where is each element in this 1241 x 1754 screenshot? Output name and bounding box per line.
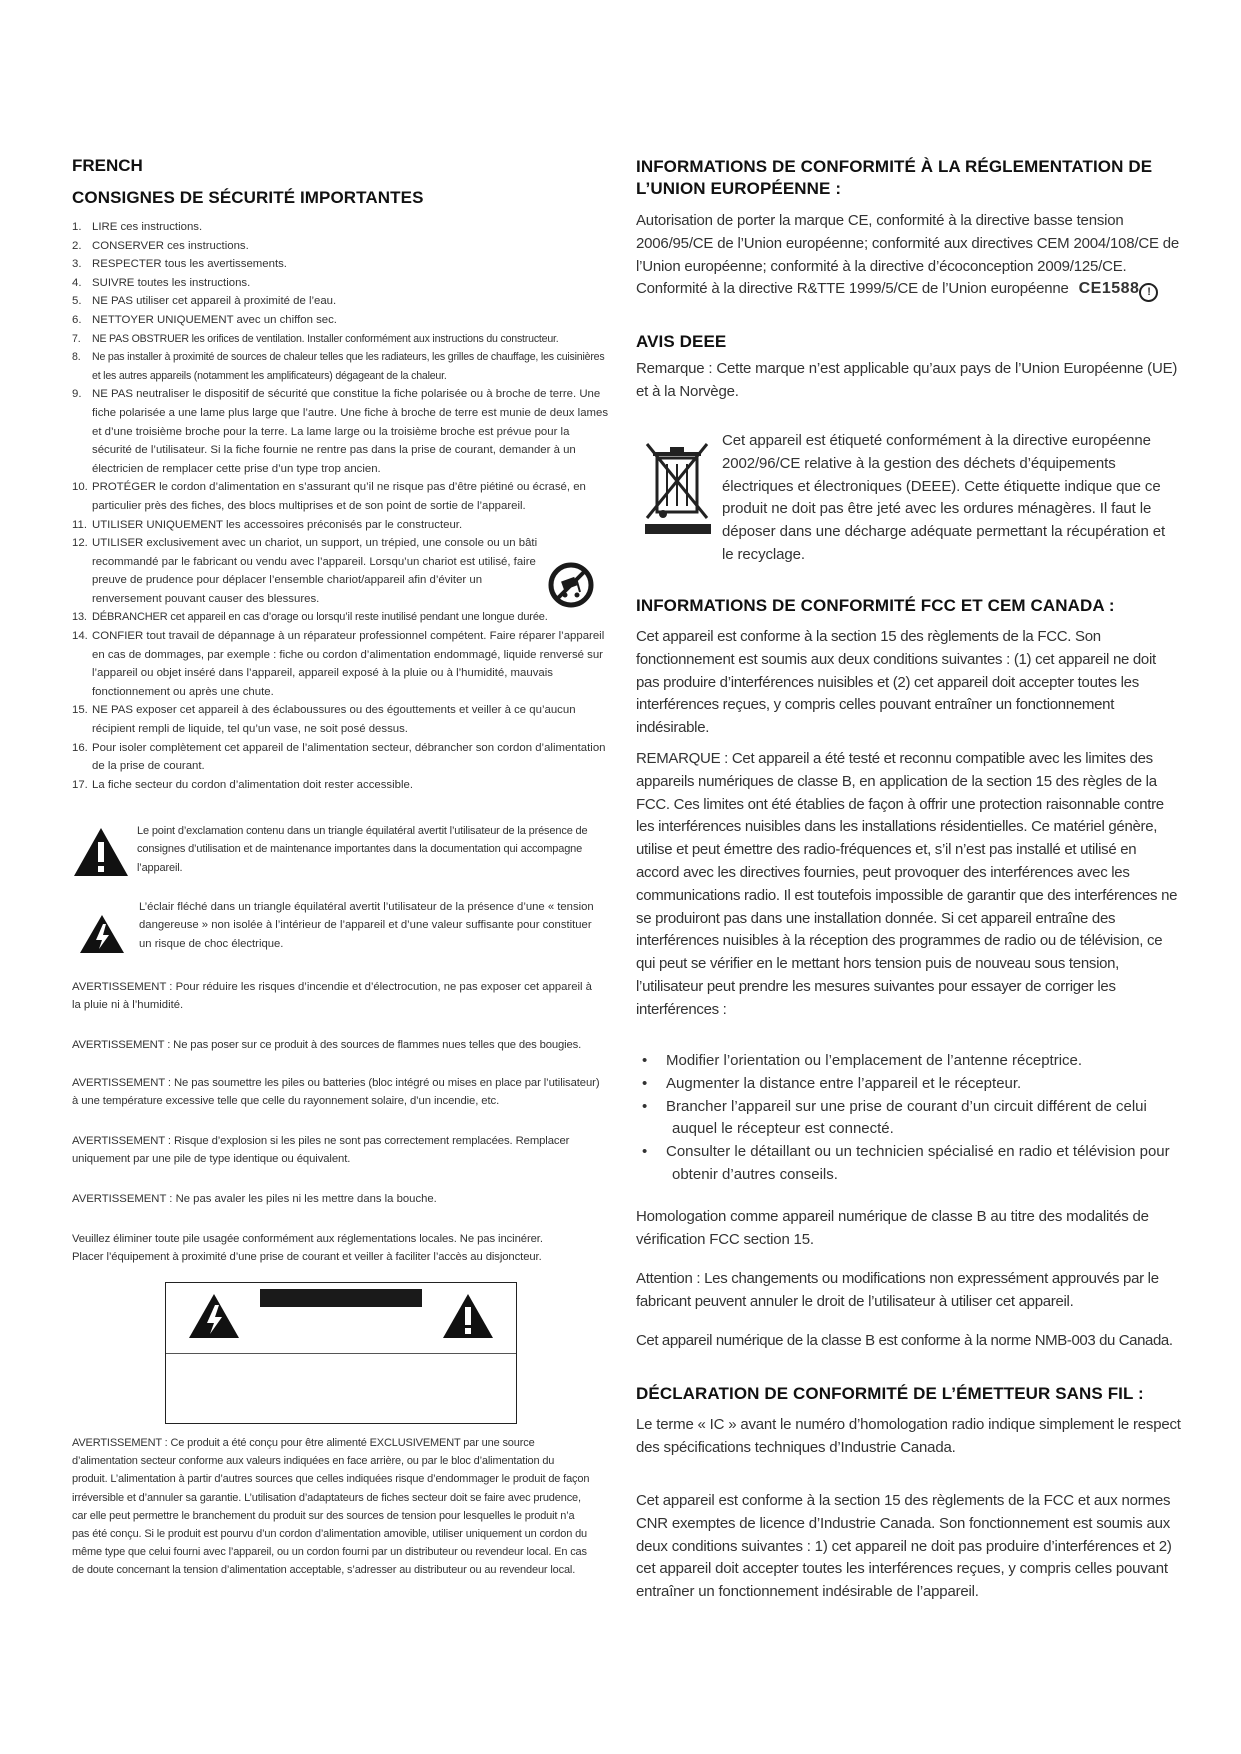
alert-circle-icon: ! <box>1139 283 1158 302</box>
list-item: 15. NE PAS exposer cet appareil à des éclaboussures ou des égouttements et veiller à ce qu’aucun récipient rempli de liquide, tel qu’un vase, ne soit posé dessus. <box>72 704 576 736</box>
list-item: 3. RESPECTER tous les avertissements. <box>72 258 287 271</box>
warning-2: AVERTISSEMENT : Ne pas poser sur ce produit à des sources de flammes nues telles que des bougies. <box>72 1039 582 1051</box>
battery-disposal-note: Veuillez éliminer toute pile usagée conformément aux réglementations locales. Ne pas incinérer. Placer l’équipement à proximité d’une prise de courant et veiller à faciliter l’accès au disjoncteur. <box>72 1233 543 1264</box>
list-item: 17. La fiche secteur du cordon d’alimentation doit rester accessible. <box>72 778 414 791</box>
list-item: 5. NE PAS utiliser cet appareil à proximité de l’eau. <box>72 295 337 308</box>
list-item: 14. CONFIER tout travail de dépannage à un réparateur professionnel compétent. Faire réparer l’appareil en cas de dommages, par exemple : fiche ou cordon d’alimentation endommagé, liquide renversé sur l’appareil ou objet inséré dans l’appareil, appareil exposé à la pluie ou à l’humidité, mauvais fonctionnement ou après une chute. <box>72 630 605 698</box>
warning-4: AVERTISSEMENT : Risque d’explosion si les piles ne sont pas correctement remplacées. Remplacer uniquement par une pile de type identique ou équivalent. <box>72 1135 570 1166</box>
warning-5: AVERTISSEMENT : Ne pas avaler les piles ni les mettre dans la bouche. <box>72 1193 437 1205</box>
fcc-paragraph-5: Cet appareil numérique de la classe B est conforme à la norme NMB-003 du Canada. <box>636 1332 1173 1349</box>
list-item: 8. Ne pas installer à proximité de sources de chaleur telles que les radiateurs, les grilles de chauffage, les cuisinières et les autres appareils (notamment les amplificateurs) dégageant de la chaleur. <box>72 351 605 382</box>
lightning-triangle-icon <box>188 1293 240 1339</box>
fcc-paragraph-2: REMARQUE : Cet appareil a été testé et reconnu compatible avec les limites des appareils numériques de classe B, en application de la section 15 des règles de la FCC. Ces limites ont été établies de façon à offrir une protection raisonnable contre les interférences nuisibles dans les installations résidentielles. Ce matériel génère, utilise et peut émettre des radio-fréquences et, s’il n’est pas installé et utilisé en accord avec les directives fournies, peut provoquer des interférences avec les communications radio. Il est toutefois impossible de garantir que des interférences ne se produiront pas dans une installation donnée. Si cet appareil entraîne des interférences nuisibles à la réception des programmes de radio ou de télévision, ce qui peut se vérifier en le mettant hors tension puis de nouveau sous tension, l’utilisateur peut prendre les mesures suivantes pour essayer de corriger les interférences : <box>636 750 1178 1018</box>
list-item: 4. SUIVRE toutes les instructions. <box>72 276 251 289</box>
list-item: 9. NE PAS neutraliser le dispositif de sécurité que constitue la fiche polarisée ou à broche de terre. Une fiche polarisée a une lame plus large que l’autre. Une fiche à broche de terre est munie de deux lames et d’une troisième broche pour la terre. La lame large ou la troisième broche est prévue pour la sécurité de l’utilisateur. Si la fiche fournie ne rentre pas dans la prise de courant, demander à un électricien de remplacer cette prise d’un type trop ancien. <box>72 388 609 475</box>
cart-warning-icon <box>548 562 594 608</box>
list-item: • Brancher l’appareil sur une prise de courant d’un circuit différent de celui auquel le récepteur est connecté. <box>642 1097 1147 1138</box>
fcc-title: INFORMATIONS DE CONFORMITÉ FCC ET CEM CANADA : <box>636 596 1115 615</box>
list-item: 1. LIRE ces instructions. <box>72 221 203 233</box>
weee-body: Cet appareil est étiqueté conformément à la directive européenne 2002/96/CE relative à la gestion des déchets d’équipements électriques et électroniques (DEEE). Cette étiquette indique que ce produit ne doit pas être jeté avec les ordures ménagères. Il faut le déposer dans une décharge adéquate permettant la récupération et le recyclage. <box>722 432 1166 563</box>
attention-title <box>260 1289 422 1307</box>
fcc-paragraph-1: Cet appareil est conforme à la section 15 des règlements de la FCC. Son fonctionnement est soumis aux deux conditions suivantes : (1) cet appareil ne doit pas produire d’interférences nuisibles et (2) cet appareil doit accepter toutes les interférences reçues, y compris celles pouvant entraîner un fonctionnement indésirable. <box>636 628 1156 737</box>
fcc-paragraph-3: Homologation comme appareil numérique de classe B au titre des modalités de vérification FCC section 15. <box>636 1208 1149 1248</box>
lightning-note: L’éclair fléché dans un triangle équilatéral avertit l’utilisateur de la présence d’une « tension dangereuse » non isolée à l’intérieur de l’appareil et d’une valeur suffisante pour constituer un risque de choc électrique. <box>139 901 594 950</box>
crossed-bin-icon <box>643 440 713 536</box>
ce-mark-icon: CE1588 <box>1078 280 1140 298</box>
safety-list <box>72 218 612 794</box>
wireless-paragraph-1: Le terme « IC » avant le numéro d’homologation radio indique simplement le respect des spécifications techniques d’Industrie Canada. <box>636 1416 1181 1456</box>
fcc-bullet-list <box>636 1050 1181 1187</box>
warning-1: AVERTISSEMENT : Pour réduire les risques d’incendie et d’électrocution, ne pas exposer cet appareil à la pluie ni à l’humidité. <box>72 981 592 1012</box>
wireless-paragraph-2: Cet appareil est conforme à la section 15 des règlements de la FCC et aux normes CNR exemptes de licence d’Industrie Canada. Son fonctionnement est soumis aux deux conditions suivantes : 1) cet appareil ne doit pas produire d’interférences et 2) cet appareil doit accepter toutes les interférences reçues, y compris celles pouvant entraîner un fonctionnement indésirable de l’appareil. <box>636 1492 1172 1601</box>
list-item: 2. CONSERVER ces instructions. <box>72 239 249 252</box>
wireless-title: DÉCLARATION DE CONFORMITÉ DE L’ÉMETTEUR SANS FIL : <box>636 1384 1144 1403</box>
safety-title: CONSIGNES DE SÉCURITÉ IMPORTANTES <box>72 188 424 207</box>
weee-note: Remarque : Cette marque n’est applicable qu’aux pays de l’Union Européenne (UE) et à la Norvège. <box>636 360 1178 400</box>
list-item: • Modifier l’orientation ou l’emplacement de l’antenne réceptrice. <box>642 1052 1083 1069</box>
weee-title: AVIS DEEE <box>636 332 727 351</box>
fcc-paragraph-4: Attention : Les changements ou modifications non expressément approuvés par le fabricant peuvent annuler le droit de l’utilisateur à utiliser cet appareil. <box>636 1270 1159 1310</box>
warning-3: AVERTISSEMENT : Ne pas soumettre les piles ou batteries (bloc intégré ou mises en place par l’utilisateur) à une température excessive telle que celle du rayonnement solaire, d’un incendie, etc. <box>72 1077 600 1108</box>
list-item: 11. UTILISER UNIQUEMENT les accessoires préconisés par le constructeur. <box>72 518 463 531</box>
list-item: • Augmenter la distance entre l’appareil et le récepteur. <box>642 1074 1022 1092</box>
eu-body: Autorisation de porter la marque CE, conformité à la directive basse tension 2006/95/CE de l’Union européenne; conformité aux directives CEM 2004/108/CE de l’Union européenne; conformité à la directive d’écoconception 2009/125/CE. Conformité à la directive R&TTE 1999/5/CE de l’Union européenne CE1588 ! <box>636 210 1181 302</box>
power-supply-warning: AVERTISSEMENT : Ce produit a été conçu pour être alimenté EXCLUSIVEMENT par une source d’alimentation secteur conforme aux valeurs indiquées en face arrière, ou par le bloc d’alimentation du produit. L’alimentation à partir d’autres sources que celles indiquées risque d’endommager le produit de façon irréversible et d’annuler sa garantie. L’utilisation d’adaptateurs de fiches secteur doit se faire avec prudence, car elle peut permettre le branchement du produit sur des sources de tension pour lesquelles le produit n’a pas été conçu. Si le produit est pourvu d’un cordon d’alimentation amovible, utiliser uniquement un cordon du même type que celui fourni avec l’appareil, ou un cordon fourni par un distributeur ou revendeur local. En cas de doute concernant la tension d’alimentation acceptable, s’adresser au distributeur ou au revendeur local. <box>72 1437 590 1577</box>
eu-title: INFORMATIONS DE CONFORMITÉ À LA RÉGLEMENTATION DE L’UNION EUROPÉENNE : <box>636 157 1153 198</box>
list-item: 16. Pour isoler complètement cet appareil de l’alimentation secteur, débrancher son cordon d’alimentation de la prise de courant. <box>72 741 606 773</box>
list-item: • Consulter le détaillant ou un technicien spécialisé en radio et télévision pour obtenir d’autres conseils. <box>642 1143 1170 1183</box>
lightning-triangle-icon <box>79 914 125 954</box>
list-item: 10. PROTÉGER le cordon d’alimentation en s’assurant qu’il ne risque pas d’être piétiné ou écrasé, en particulier près des fiches, des blocs multiprises et de son point de sortie de l’appareil. <box>72 481 586 512</box>
language-heading: FRENCH <box>72 156 143 175</box>
list-item: 12. UTILISER exclusivement avec un chariot, un support, un trépied, une console ou un bâti recommandé par le fabricant ou vendu avec l’appareil. Lorsqu’un chariot est utilisé, faire preuve de prudence pour déplacer l’ensemble chariot/appareil afin d’éviter un renversement pouvant causer des blessures. <box>72 537 538 605</box>
exclamation-triangle-icon <box>442 1293 494 1339</box>
list-item: 13. DÉBRANCHER cet appareil en cas d’orage ou lorsqu’il reste inutilisé pendant une longue durée. <box>72 611 548 624</box>
list-item: 7. NE PAS OBSTRUER les orifices de ventilation. Installer conformément aux instructions du constructeur. <box>72 332 559 345</box>
attention-box <box>165 1282 517 1424</box>
exclamation-triangle-icon <box>72 826 130 878</box>
exclamation-note: Le point d’exclamation contenu dans un triangle équilatéral avertit l’utilisateur de la présence de consignes d’utilisation et de maintenance importantes dans la documentation qui accompagne l’appareil. <box>137 825 588 874</box>
list-item: 6. NETTOYER UNIQUEMENT avec un chiffon sec. <box>72 313 337 326</box>
